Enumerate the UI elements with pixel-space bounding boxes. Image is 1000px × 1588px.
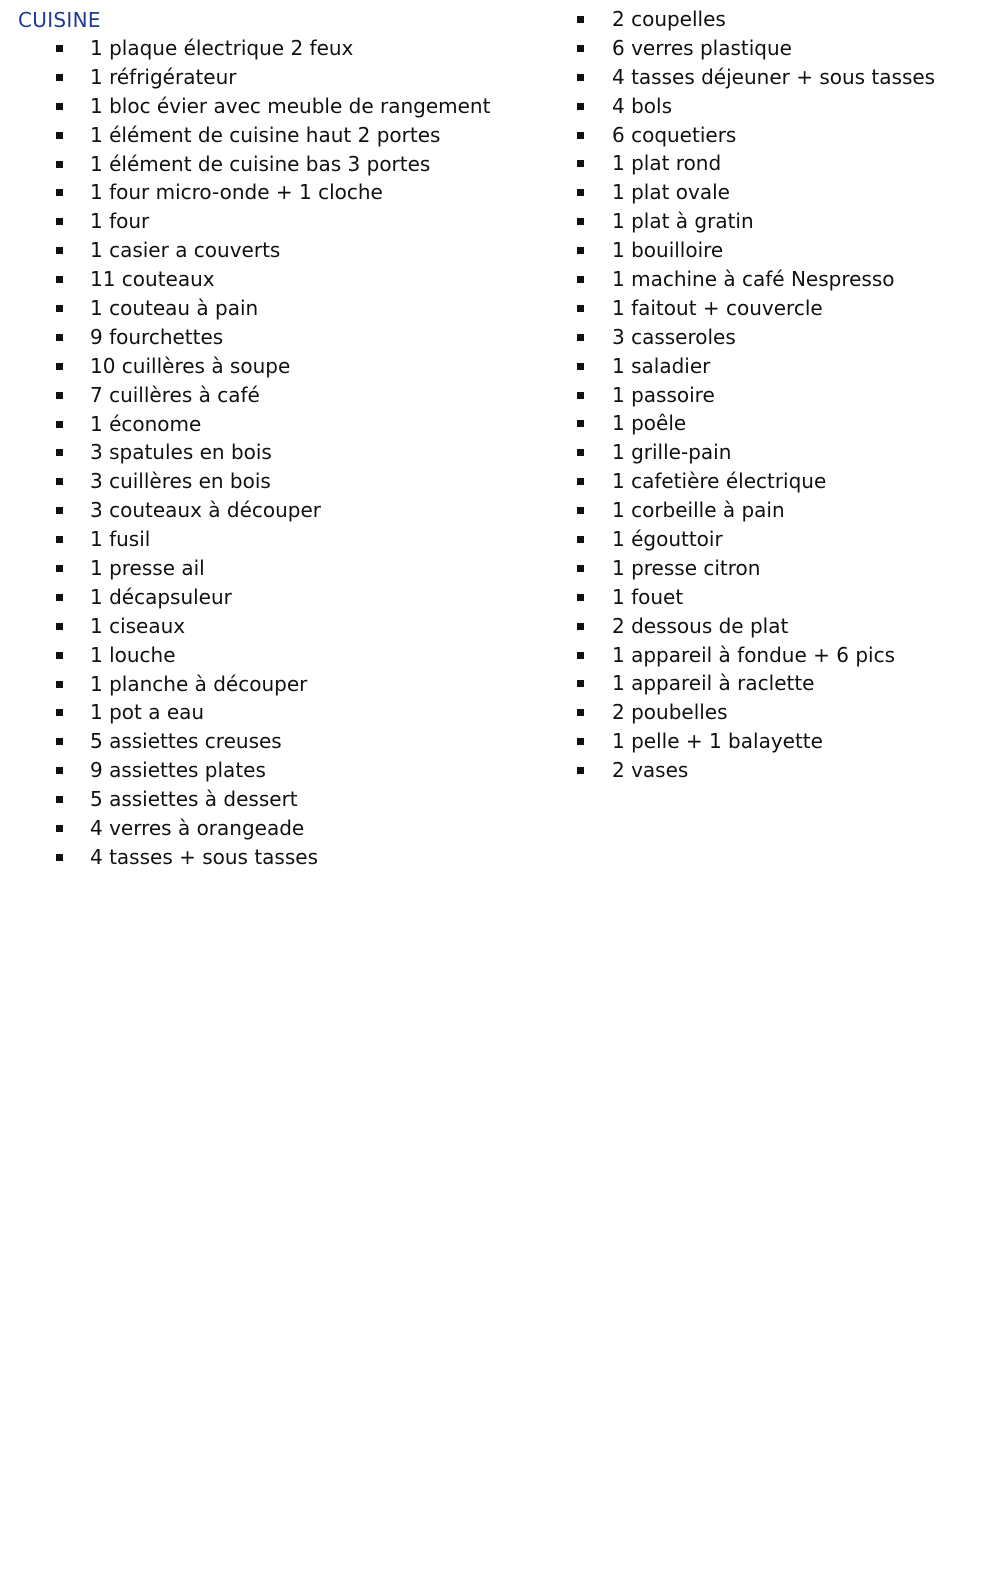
list-item-label: 1 bloc évier avec meuble de rangement bbox=[90, 93, 491, 118]
square-bullet-icon bbox=[56, 767, 63, 774]
list-item-label: 1 four micro-onde + 1 cloche bbox=[90, 180, 383, 205]
square-bullet-icon bbox=[577, 594, 584, 601]
list-item-label: 4 bols bbox=[612, 93, 672, 118]
square-bullet-icon bbox=[56, 709, 63, 716]
list-item bbox=[0, 496, 560, 525]
square-bullet-icon bbox=[577, 536, 584, 543]
square-bullet-icon bbox=[56, 449, 63, 456]
list-item-label: 2 dessous de plat bbox=[612, 613, 789, 638]
square-bullet-icon bbox=[56, 247, 63, 254]
list-item-label: 1 pelle + 1 balayette bbox=[612, 729, 823, 754]
square-bullet-icon bbox=[56, 421, 63, 428]
list-item-label: 1 presse citron bbox=[612, 555, 761, 580]
square-bullet-icon bbox=[577, 363, 584, 370]
list-item-label: 1 casier a couverts bbox=[90, 238, 281, 263]
list-item bbox=[520, 641, 1000, 670]
list-item bbox=[0, 178, 560, 207]
list-item-label: 1 plat à gratin bbox=[612, 209, 754, 234]
list-item-label: 9 assiettes plates bbox=[90, 758, 266, 783]
square-bullet-icon bbox=[56, 507, 63, 514]
list-item-label: 1 saladier bbox=[612, 353, 711, 378]
square-bullet-icon bbox=[577, 623, 584, 630]
list-item bbox=[0, 381, 560, 410]
list-item-label: 1 réfrigérateur bbox=[90, 64, 237, 89]
square-bullet-icon bbox=[56, 652, 63, 659]
list-item-label: 4 verres à orangeade bbox=[90, 816, 305, 841]
list-item-label: 6 coquetiers bbox=[612, 122, 737, 147]
list-item-label: 1 grille-pain bbox=[612, 440, 732, 465]
list-item bbox=[0, 294, 560, 323]
list-item bbox=[0, 150, 560, 179]
list-item-label: 6 verres plastique bbox=[612, 35, 792, 60]
list-item-label: 1 fusil bbox=[90, 527, 151, 552]
list-item bbox=[0, 207, 560, 236]
list-item bbox=[0, 323, 560, 352]
square-bullet-icon bbox=[577, 218, 584, 225]
list-item bbox=[0, 236, 560, 265]
list-item bbox=[0, 121, 560, 150]
list-item bbox=[0, 641, 560, 670]
list-item-label: 1 plat rond bbox=[612, 151, 722, 176]
square-bullet-icon bbox=[577, 305, 584, 312]
square-bullet-icon bbox=[56, 681, 63, 688]
list-item bbox=[0, 352, 560, 381]
list-item bbox=[520, 149, 1000, 178]
list-item-label: 1 faitout + couvercle bbox=[612, 295, 823, 320]
list-item bbox=[0, 467, 560, 496]
list-item bbox=[0, 583, 560, 612]
list-item bbox=[520, 525, 1000, 554]
list-item bbox=[520, 178, 1000, 207]
list-item bbox=[0, 554, 560, 583]
list-item-label: 1 ciseaux bbox=[90, 613, 186, 638]
square-bullet-icon bbox=[577, 74, 584, 81]
list-item-label: 4 tasses déjeuner + sous tasses bbox=[612, 64, 936, 89]
square-bullet-icon bbox=[577, 16, 584, 23]
square-bullet-icon bbox=[56, 738, 63, 745]
list-item-label: 1 presse ail bbox=[90, 556, 205, 581]
square-bullet-icon bbox=[56, 392, 63, 399]
list-item-label: 1 corbeille à pain bbox=[612, 498, 785, 523]
list-item-label: 1 poêle bbox=[612, 411, 687, 436]
square-bullet-icon bbox=[56, 565, 63, 572]
square-bullet-icon bbox=[577, 767, 584, 774]
square-bullet-icon bbox=[577, 565, 584, 572]
square-bullet-icon bbox=[577, 652, 584, 659]
list-item bbox=[0, 34, 560, 63]
list-item-label: 1 plat ovale bbox=[612, 180, 730, 205]
list-item-label: 1 four bbox=[90, 209, 150, 234]
list-item-label: 4 tasses + sous tasses bbox=[90, 844, 318, 869]
list-item-label: 1 couteau à pain bbox=[90, 296, 259, 321]
square-bullet-icon bbox=[56, 189, 63, 196]
list-item-label: 2 coupelles bbox=[612, 7, 726, 31]
list-item-label: 11 couteaux bbox=[90, 267, 215, 292]
list-item-label: 1 plaque électrique 2 feux bbox=[90, 36, 354, 60]
list-item bbox=[520, 5, 1000, 34]
list-item-label: 1 cafetière électrique bbox=[612, 469, 827, 494]
list-item bbox=[0, 612, 560, 641]
square-bullet-icon bbox=[577, 334, 584, 341]
list-item bbox=[0, 525, 560, 554]
list-item-label: 1 égouttoir bbox=[612, 527, 723, 552]
square-bullet-icon bbox=[56, 218, 63, 225]
list-item bbox=[520, 236, 1000, 265]
list-item-label: 1 passoire bbox=[612, 382, 715, 407]
list-item bbox=[0, 265, 560, 294]
list-item-label: 1 élément de cuisine haut 2 portes bbox=[90, 122, 441, 147]
list-item bbox=[0, 698, 560, 727]
list-item bbox=[520, 294, 1000, 323]
list-item bbox=[0, 92, 560, 121]
list-item bbox=[520, 265, 1000, 294]
square-bullet-icon bbox=[577, 103, 584, 110]
list-item bbox=[520, 438, 1000, 467]
list-item-label: 3 spatules en bois bbox=[90, 440, 272, 465]
list-item bbox=[0, 63, 560, 92]
square-bullet-icon bbox=[56, 363, 63, 370]
list-item bbox=[0, 410, 560, 439]
list-item-label: 2 poubelles bbox=[612, 700, 728, 725]
list-item-label: 1 bouilloire bbox=[612, 238, 724, 263]
square-bullet-icon bbox=[56, 594, 63, 601]
list-item-label: 1 machine à café Nespresso bbox=[612, 267, 895, 292]
list-item bbox=[520, 496, 1000, 525]
list-item-label: 2 vases bbox=[612, 758, 689, 783]
square-bullet-icon bbox=[577, 189, 584, 196]
square-bullet-icon bbox=[56, 74, 63, 81]
list-item bbox=[0, 785, 560, 814]
list-item-label: 1 appareil à fondue + 6 pics bbox=[612, 642, 896, 667]
list-item bbox=[0, 843, 560, 872]
square-bullet-icon bbox=[577, 276, 584, 283]
list-item-label: 1 économe bbox=[90, 411, 202, 436]
square-bullet-icon bbox=[56, 825, 63, 832]
square-bullet-icon bbox=[56, 854, 63, 861]
list-item bbox=[520, 352, 1000, 381]
list-item bbox=[520, 92, 1000, 121]
list-item bbox=[520, 698, 1000, 727]
square-bullet-icon bbox=[577, 132, 584, 139]
list-item bbox=[520, 121, 1000, 150]
list-item-label: 10 cuillères à soupe bbox=[90, 353, 291, 378]
square-bullet-icon bbox=[577, 478, 584, 485]
square-bullet-icon bbox=[56, 132, 63, 139]
list-item bbox=[520, 669, 1000, 698]
square-bullet-icon bbox=[577, 247, 584, 254]
list-item bbox=[520, 207, 1000, 236]
square-bullet-icon bbox=[56, 796, 63, 803]
list-item-label: 3 casseroles bbox=[612, 324, 736, 349]
list-item bbox=[520, 467, 1000, 496]
page-title: CUISINE bbox=[18, 8, 101, 32]
list-item bbox=[520, 63, 1000, 92]
square-bullet-icon bbox=[56, 623, 63, 630]
list-item bbox=[520, 323, 1000, 352]
list-item-label: 1 fouet bbox=[612, 584, 684, 609]
inventory-list-right bbox=[520, 5, 1000, 785]
list-item-label: 7 cuillères à café bbox=[90, 382, 260, 407]
list-item-label: 1 pot a eau bbox=[90, 700, 205, 725]
square-bullet-icon bbox=[577, 680, 584, 687]
square-bullet-icon bbox=[577, 420, 584, 427]
list-item bbox=[520, 727, 1000, 756]
inventory-list-left bbox=[0, 34, 560, 872]
list-item-label: 1 planche à découper bbox=[90, 671, 308, 696]
list-item bbox=[0, 438, 560, 467]
list-item bbox=[520, 756, 1000, 785]
square-bullet-icon bbox=[577, 709, 584, 716]
square-bullet-icon bbox=[56, 276, 63, 283]
list-item bbox=[0, 670, 560, 699]
square-bullet-icon bbox=[56, 45, 63, 52]
square-bullet-icon bbox=[56, 103, 63, 110]
square-bullet-icon bbox=[577, 392, 584, 399]
square-bullet-icon bbox=[56, 305, 63, 312]
list-item-label: 1 décapsuleur bbox=[90, 584, 232, 609]
square-bullet-icon bbox=[577, 738, 584, 745]
square-bullet-icon bbox=[56, 536, 63, 543]
list-item bbox=[0, 814, 560, 843]
list-item bbox=[0, 756, 560, 785]
square-bullet-icon bbox=[577, 449, 584, 456]
list-item-label: 1 appareil à raclette bbox=[612, 671, 815, 696]
square-bullet-icon bbox=[56, 334, 63, 341]
list-item bbox=[520, 409, 1000, 438]
list-item bbox=[520, 554, 1000, 583]
list-item bbox=[520, 612, 1000, 641]
list-item bbox=[520, 34, 1000, 63]
list-item-label: 1 louche bbox=[90, 642, 176, 667]
list-item bbox=[0, 727, 560, 756]
list-item bbox=[520, 381, 1000, 410]
list-item-label: 1 élément de cuisine bas 3 portes bbox=[90, 151, 431, 176]
square-bullet-icon bbox=[56, 478, 63, 485]
square-bullet-icon bbox=[56, 161, 63, 168]
square-bullet-icon bbox=[577, 160, 584, 167]
list-item-label: 9 fourchettes bbox=[90, 324, 224, 349]
list-item-label: 5 assiettes creuses bbox=[90, 729, 282, 754]
list-item-label: 3 cuillères en bois bbox=[90, 469, 271, 494]
square-bullet-icon bbox=[577, 507, 584, 514]
list-item bbox=[520, 583, 1000, 612]
list-item-label: 3 couteaux à découper bbox=[90, 498, 322, 523]
list-item-label: 5 assiettes à dessert bbox=[90, 787, 298, 812]
square-bullet-icon bbox=[577, 45, 584, 52]
